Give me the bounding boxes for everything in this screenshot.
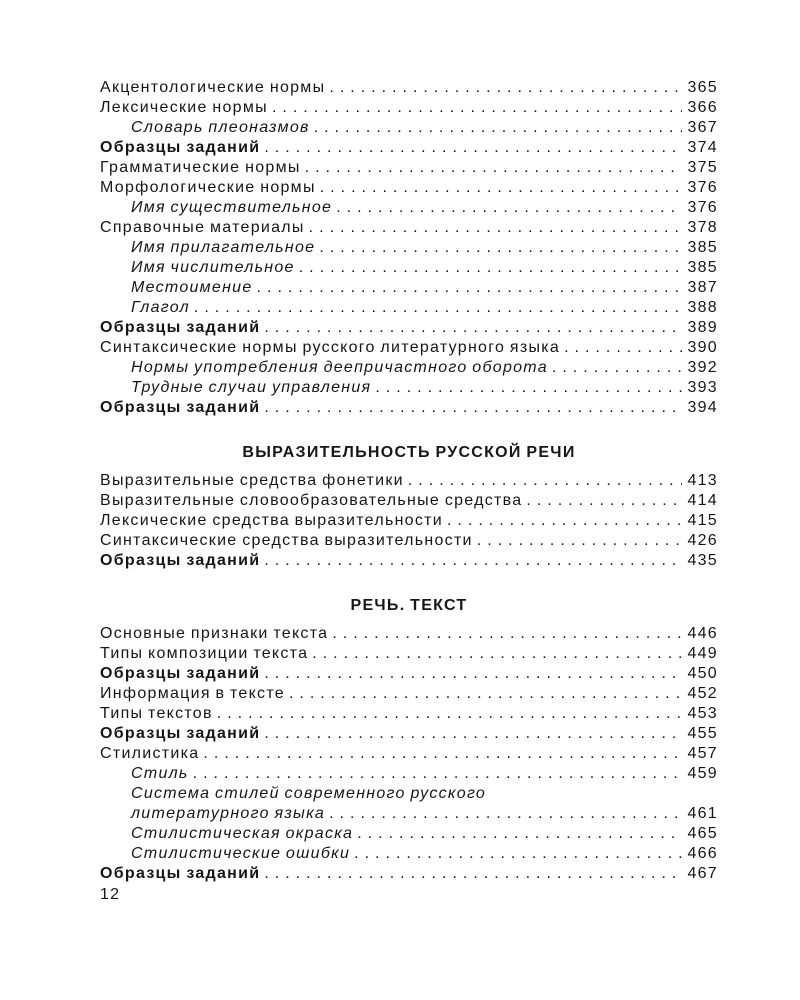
toc-entry-label: Образцы заданий xyxy=(100,725,261,742)
toc-entry-label: Типы текстов xyxy=(100,705,213,722)
dot-leader xyxy=(477,531,683,551)
toc-entry-label: Основные признаки текста xyxy=(100,625,329,642)
toc-entry-page: 390 xyxy=(687,339,718,356)
toc-entry-page: 414 xyxy=(687,492,718,509)
toc-entry-page: 466 xyxy=(687,845,718,862)
toc-entry-page: 374 xyxy=(687,139,718,156)
dot-leader xyxy=(193,764,683,784)
toc-entry-page: 387 xyxy=(687,279,718,296)
toc-entry-label: Словарь плеоназмов xyxy=(131,119,310,136)
toc-entry-label: Акцентологические нормы xyxy=(100,79,326,96)
toc-entry-page: 366 xyxy=(687,99,718,116)
toc-entry-label: Местоимение xyxy=(131,279,253,296)
dot-leader xyxy=(447,511,682,531)
toc-entry xyxy=(100,744,718,764)
dot-leader xyxy=(357,824,682,844)
toc-entry-label: литературного языка xyxy=(131,805,326,822)
toc-entry-label: Информация в тексте xyxy=(100,685,285,702)
toc-entry-label: Образцы заданий xyxy=(100,552,261,569)
toc-entry-page: 385 xyxy=(687,239,718,256)
toc-entry xyxy=(100,398,718,418)
toc-entry-label: Глагол xyxy=(131,299,190,316)
toc-section-2 xyxy=(100,596,718,884)
toc-entry-page: 461 xyxy=(687,805,718,822)
dot-leader xyxy=(299,258,683,278)
toc-entry-page: 452 xyxy=(687,685,718,702)
dot-leader xyxy=(329,804,682,824)
dot-leader xyxy=(264,318,682,338)
toc-entry-label: Образцы заданий xyxy=(100,665,261,682)
toc-entry-page: 455 xyxy=(687,725,718,742)
toc-entry xyxy=(100,864,718,884)
toc-entry xyxy=(100,644,718,664)
toc-entry xyxy=(100,804,718,824)
toc-entry xyxy=(100,278,718,298)
dot-leader xyxy=(305,158,683,178)
toc-section-1 xyxy=(100,443,718,571)
toc-entry-label: Образцы заданий xyxy=(100,139,261,156)
toc-entry-label: Имя числительное xyxy=(131,259,295,276)
toc-entry xyxy=(100,551,718,571)
dot-leader xyxy=(552,358,683,378)
dot-leader xyxy=(289,684,683,704)
toc-entry-label: Имя существительное xyxy=(131,199,333,216)
dot-leader xyxy=(329,78,682,98)
dot-leader xyxy=(217,704,683,724)
toc-entry-page: 375 xyxy=(687,159,718,176)
toc-entry-label: Образцы заданий xyxy=(100,399,261,416)
dot-leader xyxy=(312,644,682,664)
dot-leader xyxy=(257,278,683,298)
toc-entry xyxy=(100,358,718,378)
dot-leader xyxy=(203,744,682,764)
toc-entry xyxy=(100,844,718,864)
toc-entry-page: 449 xyxy=(687,645,718,662)
toc-entry-page: 388 xyxy=(687,299,718,316)
toc-entry-page: 376 xyxy=(687,179,718,196)
toc-entry-page: 385 xyxy=(687,259,718,276)
dot-leader xyxy=(526,491,682,511)
toc-entry-page: 389 xyxy=(687,319,718,336)
toc-entry-label: Лексические нормы xyxy=(100,99,268,116)
toc-entry-label: Стиль xyxy=(131,765,189,782)
toc-entry-page: 435 xyxy=(687,552,718,569)
toc-entry-page: 413 xyxy=(687,472,718,489)
toc-entry xyxy=(100,218,718,238)
toc-entry-page: 450 xyxy=(687,665,718,682)
dot-leader xyxy=(264,724,682,744)
toc-entry-page: 394 xyxy=(687,399,718,416)
toc-entry xyxy=(100,624,718,644)
toc-entry-page: 446 xyxy=(687,625,718,642)
toc-entry xyxy=(100,118,718,138)
dot-leader xyxy=(272,98,683,118)
toc-entry xyxy=(100,684,718,704)
toc-entry-label: Образцы заданий xyxy=(100,319,261,336)
dot-leader xyxy=(336,198,682,218)
toc-entry-label: Образцы заданий xyxy=(100,865,261,882)
dot-leader xyxy=(314,118,683,138)
toc-entry-label: Трудные случаи управления xyxy=(131,379,372,396)
toc-entry-page: 415 xyxy=(687,512,718,529)
page-number: 12 xyxy=(100,886,121,903)
toc xyxy=(100,78,718,884)
toc-entry xyxy=(100,764,718,784)
toc-entry xyxy=(100,238,718,258)
toc-entry-label: Синтаксические средства выразительности xyxy=(100,532,473,549)
toc-entry xyxy=(100,491,718,511)
dot-leader xyxy=(354,844,682,864)
toc-entry xyxy=(100,78,718,98)
toc-entry xyxy=(100,531,718,551)
dot-leader xyxy=(332,624,682,644)
toc-entry-page: 393 xyxy=(687,379,718,396)
toc-entry-page: 457 xyxy=(687,745,718,762)
toc-entry xyxy=(100,784,718,804)
dot-leader xyxy=(564,338,682,358)
toc-entry xyxy=(100,338,718,358)
dot-leader xyxy=(264,398,682,418)
dot-leader xyxy=(319,238,682,258)
toc-entry xyxy=(100,318,718,338)
toc-entry xyxy=(100,258,718,278)
toc-entry-page: 459 xyxy=(687,765,718,782)
dot-leader xyxy=(408,471,683,491)
toc-entry xyxy=(100,98,718,118)
toc-entry xyxy=(100,664,718,684)
toc-entry-label: Имя прилагательное xyxy=(131,239,316,256)
dot-leader xyxy=(194,298,683,318)
toc-entry xyxy=(100,178,718,198)
toc-entry-label: Нормы употребления деепричастного оборота xyxy=(131,359,548,376)
toc-entry-page: 367 xyxy=(687,119,718,136)
toc-entry xyxy=(100,471,718,491)
dot-leader xyxy=(264,551,682,571)
toc-entry-page: 365 xyxy=(687,79,718,96)
toc-entry xyxy=(100,158,718,178)
toc-entry xyxy=(100,378,718,398)
toc-entry-page: 376 xyxy=(687,199,718,216)
section-heading: РЕЧЬ. ТЕКСТ xyxy=(350,597,468,614)
toc-entry-label: Стилистика xyxy=(100,745,200,762)
toc-entry-label: Типы композиции текста xyxy=(100,645,309,662)
toc-entry xyxy=(100,704,718,724)
toc-entry-page: 392 xyxy=(687,359,718,376)
toc-entry-label: Система стилей современного русского xyxy=(131,785,487,802)
toc-entry-page: 453 xyxy=(687,705,718,722)
toc-entry-page: 378 xyxy=(687,219,718,236)
toc-entry-label: Лексические средства выразительности xyxy=(100,512,443,529)
toc-entry xyxy=(100,724,718,744)
toc-entry-label: Морфологические нормы xyxy=(100,179,316,196)
toc-entry-label: Грамматические нормы xyxy=(100,159,301,176)
toc-entry xyxy=(100,138,718,158)
toc-entry xyxy=(100,198,718,218)
toc-entry-page: 465 xyxy=(687,825,718,842)
toc-entry-label: Стилистические ошибки xyxy=(131,845,351,862)
dot-leader xyxy=(264,864,682,884)
toc-entry-label: Выразительные средства фонетики xyxy=(100,472,404,489)
dot-leader xyxy=(320,178,683,198)
toc-entry-page: 467 xyxy=(687,865,718,882)
toc-entry-page: 426 xyxy=(687,532,718,549)
dot-leader xyxy=(375,378,682,398)
dot-leader xyxy=(264,138,682,158)
dot-leader xyxy=(309,218,683,238)
toc-entry-label: Стилистическая окраска xyxy=(131,825,354,842)
toc-entry xyxy=(100,824,718,844)
toc-entry-label: Выразительные словообразовательные средства xyxy=(100,492,523,509)
dot-leader xyxy=(264,664,682,684)
section-heading: ВЫРАЗИТЕЛЬНОСТЬ РУССКОЙ РЕЧИ xyxy=(242,444,576,461)
toc-entry-label: Справочные материалы xyxy=(100,219,305,236)
toc-section-0 xyxy=(100,78,718,418)
toc-entry-label: Синтаксические нормы русского литературного языка xyxy=(100,339,561,356)
toc-entry xyxy=(100,511,718,531)
toc-entry xyxy=(100,298,718,318)
